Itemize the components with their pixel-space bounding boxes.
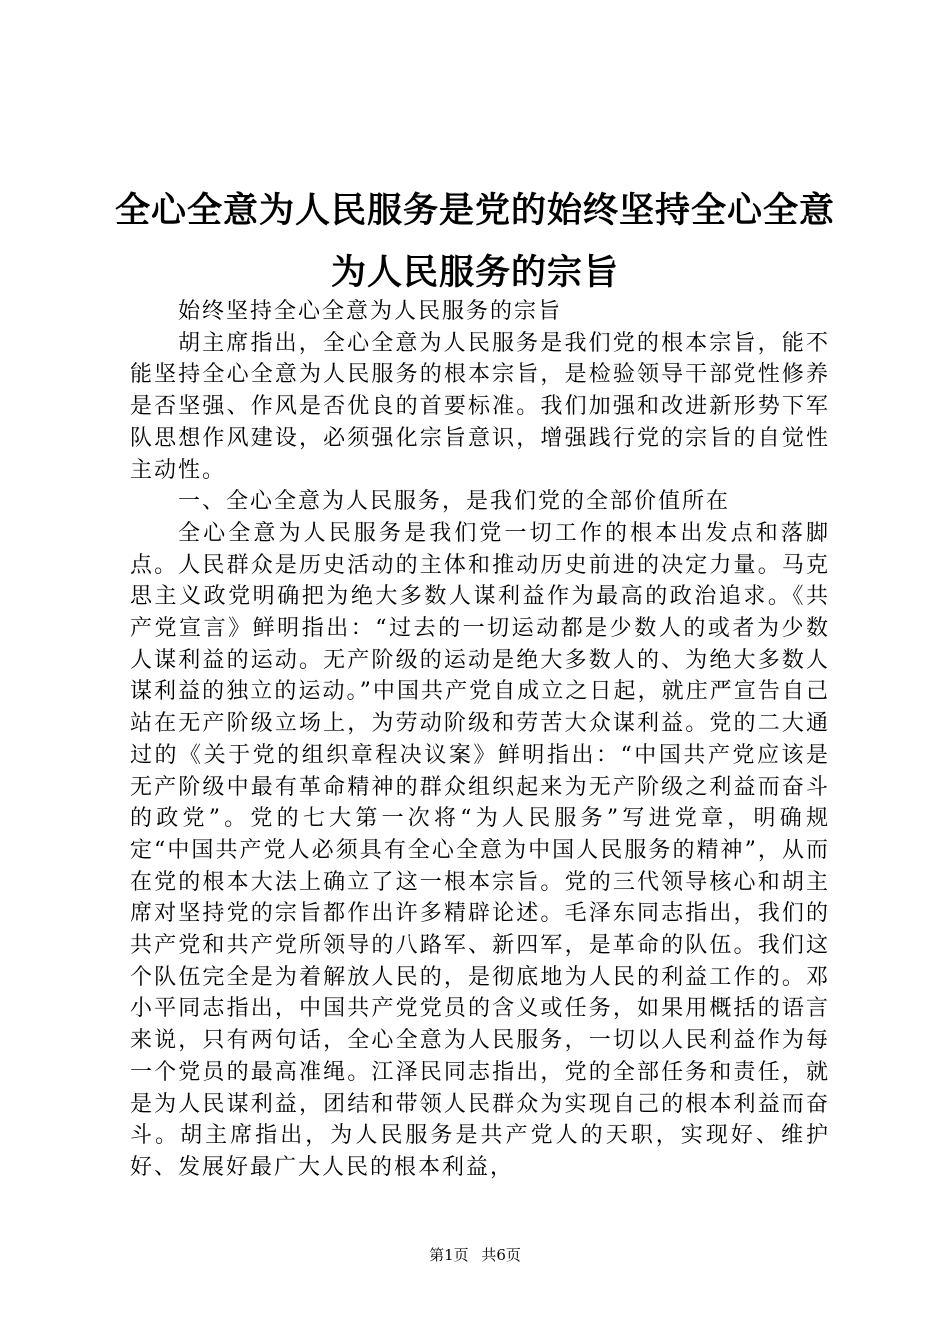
section-heading: 一、全心全意为人民服务，是我们党的全部价值所在 bbox=[178, 489, 731, 515]
document-title: 全心全意为人民服务是党的始终坚持全心全意为人民服务的宗旨 bbox=[114, 191, 835, 293]
section-subtitle: 始终坚持全心全意为人民服务的宗旨 bbox=[178, 299, 563, 324]
page-footer bbox=[0, 1245, 950, 1265]
page-number: 第1页 bbox=[429, 1246, 469, 1264]
page-total: 共6页 bbox=[481, 1246, 521, 1264]
body-paragraph: 胡主席指出，全心全意为人民服务是我们党的根本宗旨，能不能坚持全心全意为人民服务的根本宗旨，是检验领导干部党性修养是否坚强、作风是否优良的首要标准。我们加强和改进新形势下军队思想作风建设，必须强化宗旨意识，增强践行党的宗旨的自觉性主动性。 bbox=[130, 330, 830, 483]
document-body bbox=[130, 296, 830, 1184]
body-paragraph: 全心全意为人民服务是我们党一切工作的根本出发点和落脚点。人民群众是历史活动的主体和推动历史前进的决定力量。马克思主义政党明确把为绝大多数人谋利益作为最高的政治追求。《共产党宣言》鲜明指出：“过去的一切运动都是少数人的或者为少数人谋利益的运动。无产阶级的运动是绝大多数人的、为绝大多数人谋利益的独立的运动。”中国共产党自成立之日起，就庄严宣告自己站在无产阶级立场上，为劳动阶级和劳苦大众谋利益。党的二大通过的《关于党的组织章程决议案》鲜明指出：“中国共产党应该是无产阶级中最有革命精神的群众组织起来为无产阶级之利益而奋斗的政党”。党的七大第一次将“为人民服务”写进党章，明确规定“中国共产党人必须具有全心全意为中国人民服务的精神”，从而在党的根本大法上确立了这一根本宗旨。党的三代领导核心和胡主席对坚持党的宗旨都作出许多精辟论述。毛泽东同志指出，我们的共产党和共产党所领导的八路军、新四军，是革命的队伍。我们这个队伍完全是为着解放人民的，是彻底地为人民的利益工作的。邓小平同志指出，中国共产党党员的含义或任务，如果用概括的语言来说，只有两句话，全心全意为人民服务，一切以人民利益作为每一个党员的最高准绳。江泽民同志指出，党的全部任务和责任，就是为人民谋利益，团结和带领人民群众为实现自己的根本利益而奋斗。胡主席指出，为人民服务是共产党人的天职，实现好、维护好、发展好最广大人民的根本利益， bbox=[130, 520, 830, 1180]
